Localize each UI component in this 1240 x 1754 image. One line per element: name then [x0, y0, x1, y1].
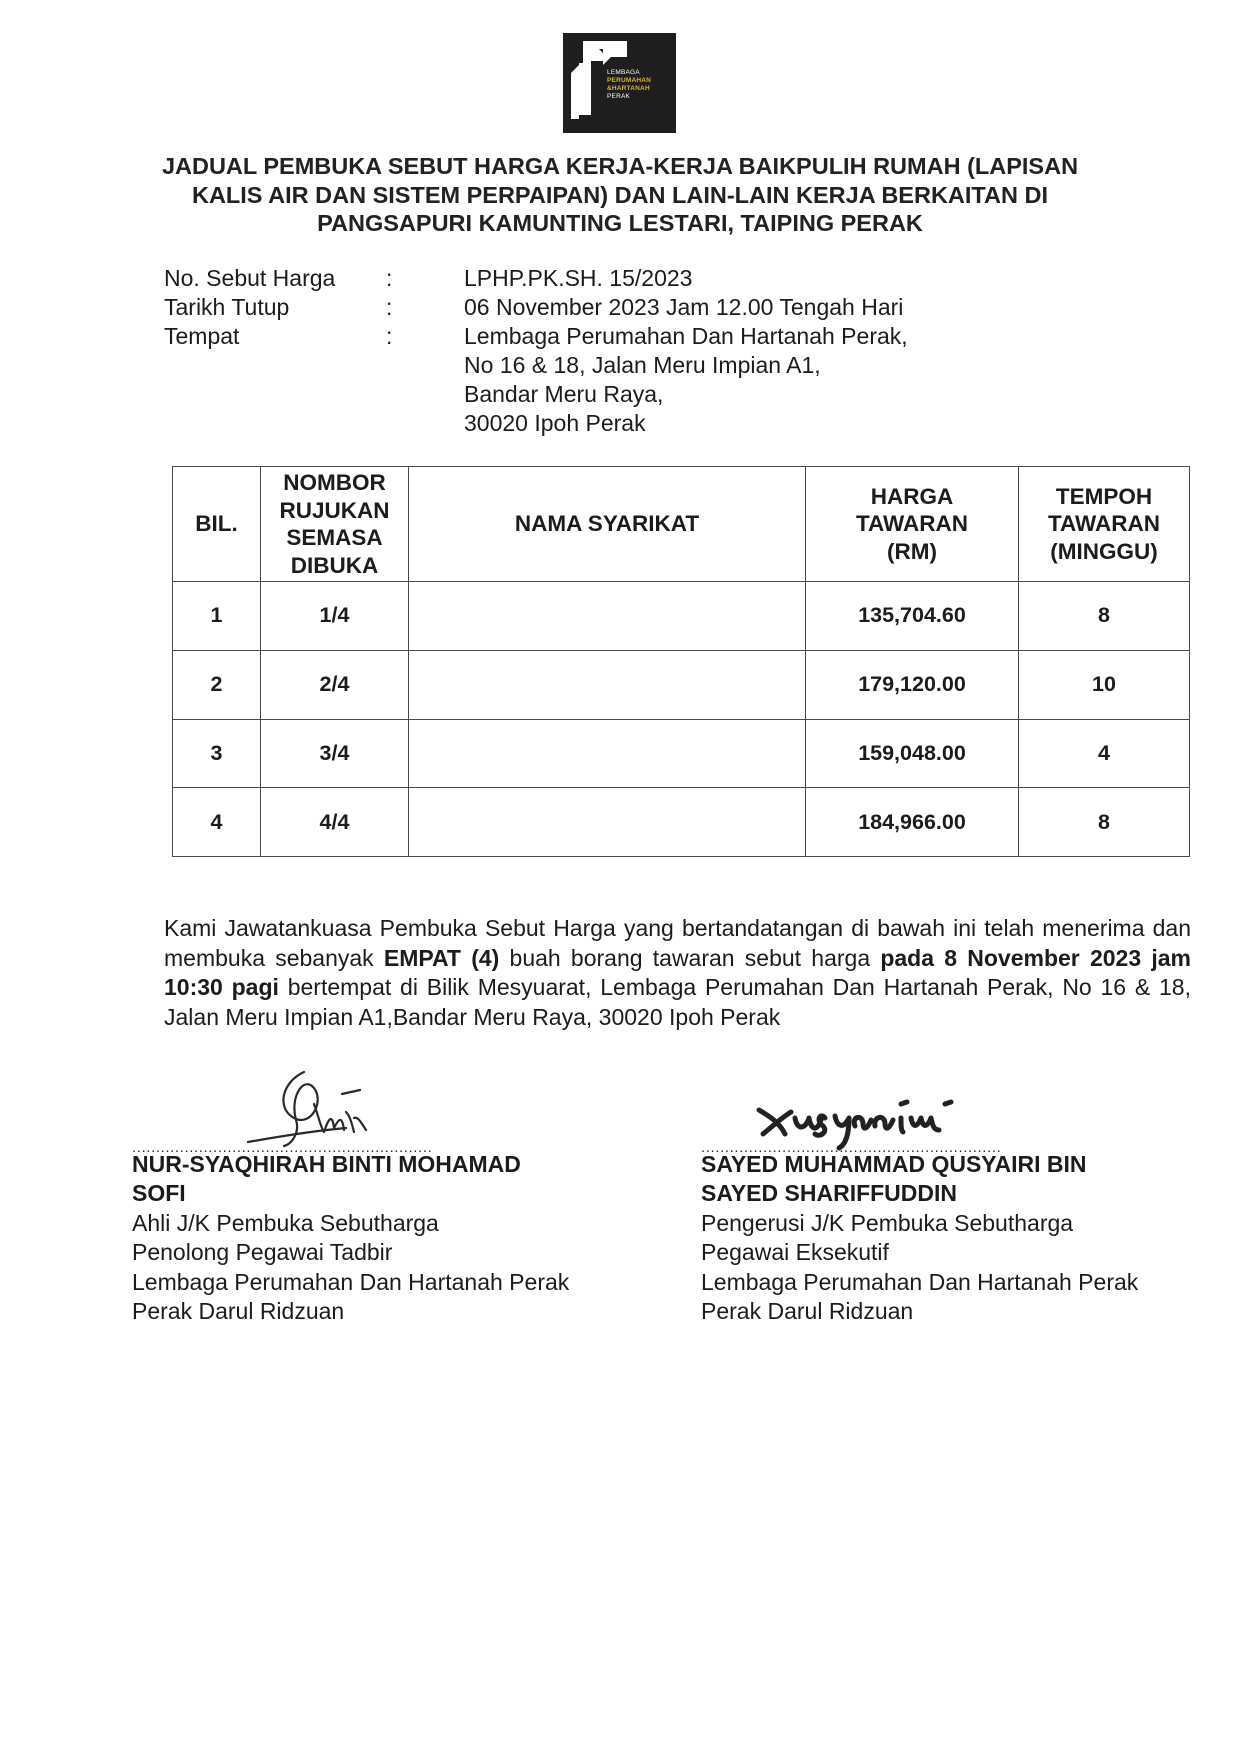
- col-header-bil: BIL.: [173, 467, 261, 582]
- cell-bil: 1: [173, 582, 261, 651]
- closing-date-value: 06 November 2023 Jam 12.00 Tengah Hari: [464, 294, 904, 320]
- cell-duration: 4: [1019, 719, 1190, 788]
- cell-company: [409, 788, 806, 857]
- table-row: [173, 788, 1190, 857]
- logo-text-line3: &HARTANAH: [607, 85, 650, 92]
- table-row: [173, 582, 1190, 651]
- cell-ref: 4/4: [261, 788, 409, 857]
- signatory-right-role: Pengerusi J/K Pembuka Sebutharga: [701, 1210, 1074, 1236]
- cell-price: 135,704.60: [806, 582, 1019, 651]
- table-row: [173, 719, 1190, 788]
- table-row: [173, 650, 1190, 719]
- statement-text-2: buah borang tawaran sebut harga: [499, 944, 881, 971]
- col-header-price: HARGA TAWARAN (RM): [806, 467, 1019, 582]
- cell-duration: 8: [1019, 582, 1190, 651]
- table-header-row: [173, 467, 1190, 582]
- cell-bil: 2: [173, 650, 261, 719]
- signatory-right-org: Lembaga Perumahan Dan Hartanah Perak: [701, 1269, 1139, 1295]
- cell-price: 184,966.00: [806, 788, 1019, 857]
- logo-text-line1: LEMBAGA: [607, 69, 640, 76]
- cell-price: 179,120.00: [806, 650, 1019, 719]
- colon: :: [386, 294, 393, 320]
- ref-number-value: LPHP.PK.SH. 15/2023: [464, 265, 693, 291]
- colon: :: [386, 323, 393, 349]
- cell-duration: 10: [1019, 650, 1190, 719]
- signatory-right-name-2: SAYED SHARIFFUDDIN: [701, 1180, 958, 1206]
- signatory-left-position: Penolong Pegawai Tadbir: [132, 1239, 393, 1265]
- cell-ref: 3/4: [261, 719, 409, 788]
- signatory-left-state: Perak Darul Ridzuan: [132, 1298, 345, 1324]
- statement-text-3: bertempat di Bilik Mesyuarat, Lembaga Perumahan Dan Hartanah Perak, No 16 & 18, Jalan Meru Impian A1,Bandar Meru Raya, 30020 Ipoh Perak: [164, 974, 1191, 1030]
- cell-duration: 8: [1019, 788, 1190, 857]
- bids-table: [172, 466, 1190, 857]
- signatory-right-state: Perak Darul Ridzuan: [701, 1298, 914, 1324]
- statement-bold-date: pada 8 November 2023 jam 10:30 pagi: [164, 944, 1191, 1000]
- signatory-left-name-2: SOFI: [132, 1180, 186, 1206]
- cell-ref: 1/4: [261, 582, 409, 651]
- signatory-left-role: Ahli J/K Pembuka Sebutharga: [132, 1210, 439, 1236]
- venue-line-2: No 16 & 18, Jalan Meru Impian A1,: [464, 352, 821, 378]
- colon: :: [386, 265, 393, 291]
- venue-line-4: 30020 Ipoh Perak: [464, 410, 646, 436]
- signatory-right-name-1: SAYED MUHAMMAD QUSYAIRI BIN: [701, 1151, 1087, 1177]
- statement-text-1: Kami Jawatankuasa Pembuka Sebut Harga yang bertandatangan di bawah ini telah menerima dan membuka sebanyak: [164, 915, 1191, 971]
- venue-line-1: Lembaga Perumahan Dan Hartanah Perak,: [464, 323, 908, 349]
- logo-text-line4: PERAK: [607, 93, 631, 100]
- ref-number-label: No. Sebut Harga: [164, 265, 336, 291]
- signature-line-right: ...............................................................: [701, 1139, 1002, 1156]
- committee-statement: [164, 914, 1191, 1032]
- cell-bil: 3: [173, 719, 261, 788]
- cell-company: [409, 719, 806, 788]
- cell-company: [409, 582, 806, 651]
- cell-price: 159,048.00: [806, 719, 1019, 788]
- col-header-ref: NOMBOR RUJUKAN SEMASA DIBUKA: [261, 467, 409, 582]
- col-header-duration: TEMPOH TAWARAN (MINGGU): [1019, 467, 1190, 582]
- cell-bil: 4: [173, 788, 261, 857]
- signatory-left-org: Lembaga Perumahan Dan Hartanah Perak: [132, 1269, 570, 1295]
- statement-bold-count: EMPAT (4): [383, 944, 500, 971]
- cell-ref: 2/4: [261, 650, 409, 719]
- cell-company: [409, 650, 806, 719]
- signatory-right-position: Pegawai Eksekutif: [701, 1239, 889, 1265]
- venue-label: Tempat: [164, 323, 240, 349]
- lphp-logo: [563, 33, 676, 133]
- document-title: JADUAL PEMBUKA SEBUT HARGA KERJA-KERJA BAIKPULIH RUMAH (LAPISAN KALIS AIR DAN SISTEM PERPAIPAN) DAN LAIN-LAIN KERJA BERKAITAN DI PANGSAPURI KAMUNTING LESTARI, TAIPING PERAK: [161, 153, 1079, 236]
- logo-text-line2: PERUMAHAN: [607, 77, 652, 84]
- signature-line-left: ...............................................................: [132, 1139, 433, 1156]
- col-header-company: NAMA SYARIKAT: [409, 467, 806, 582]
- venue-line-3: Bandar Meru Raya,: [464, 381, 664, 407]
- signatory-left-name-1: NUR-SYAQHIRAH BINTI MOHAMAD: [132, 1151, 521, 1177]
- closing-date-label: Tarikh Tutup: [164, 294, 290, 320]
